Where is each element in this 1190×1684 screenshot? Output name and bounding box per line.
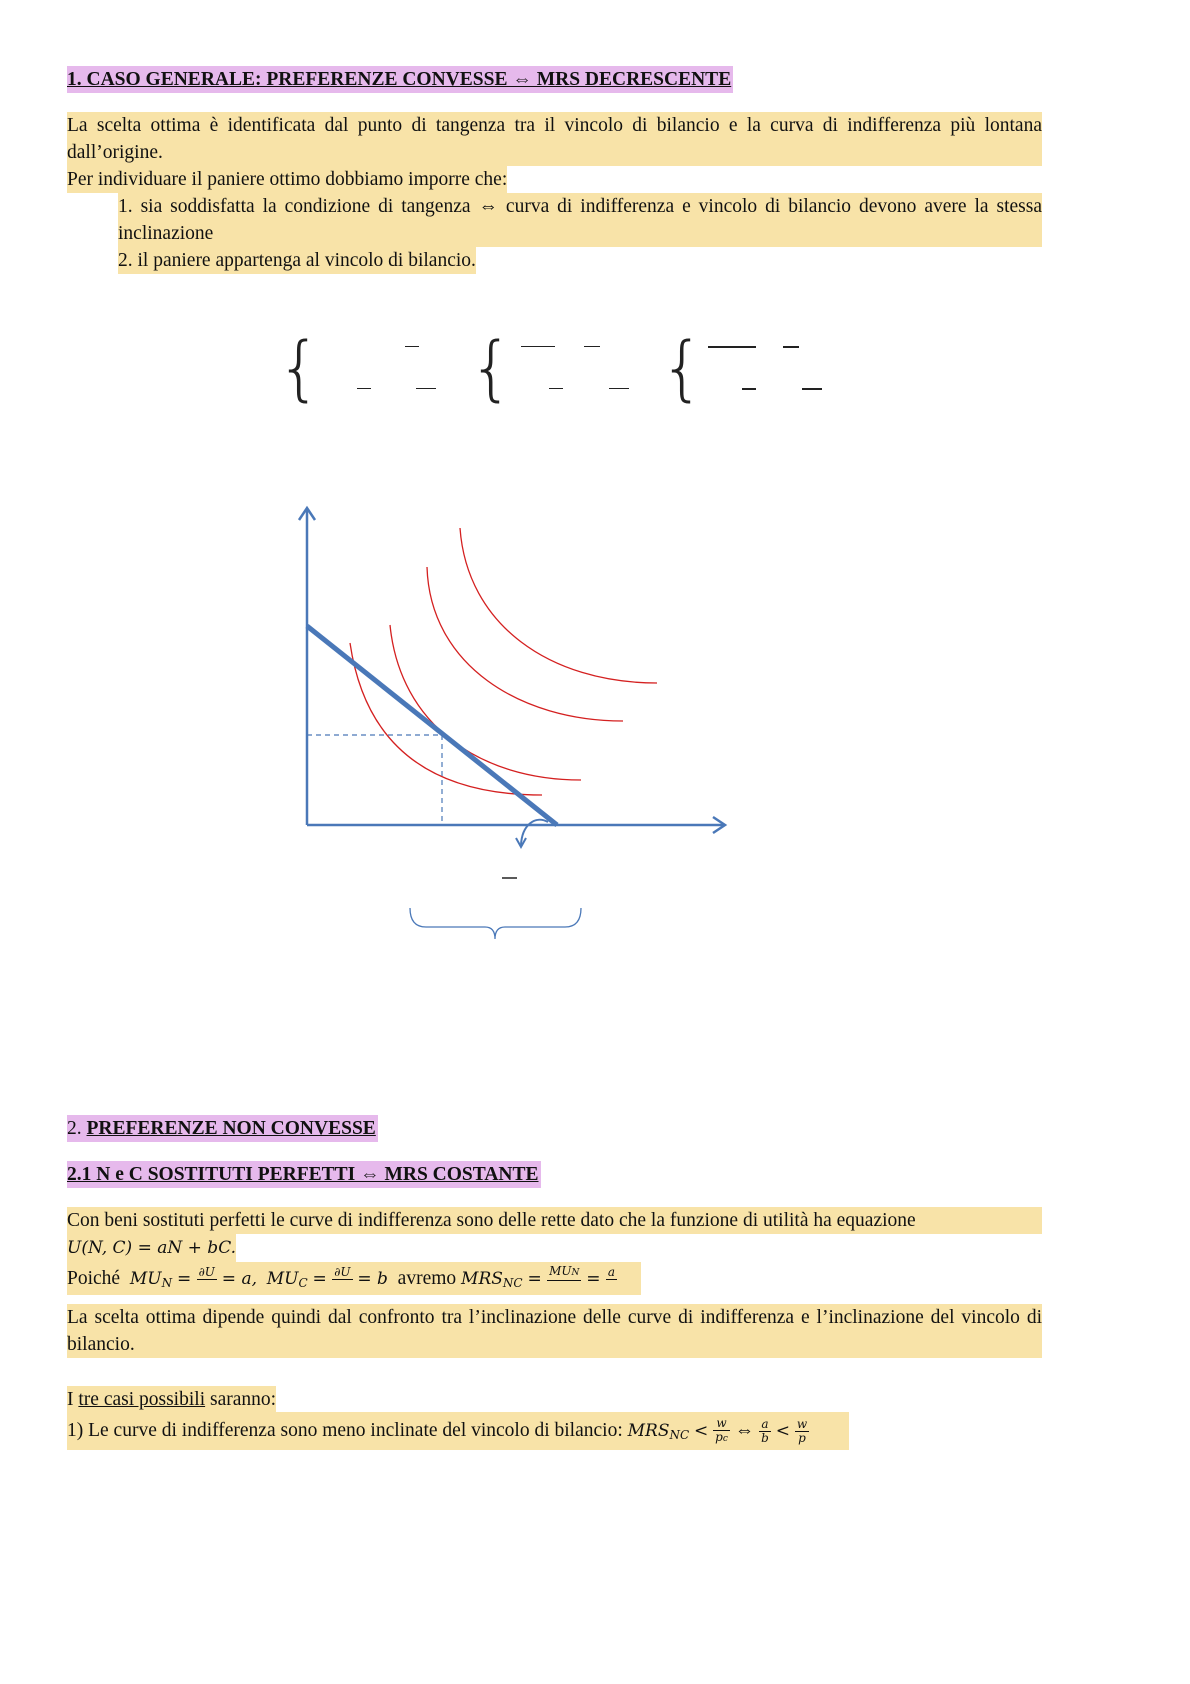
section2-heading-number: 2. [67, 1118, 87, 1139]
mu-c-symbol: $MU_C$ [266, 1269, 308, 1290]
indifference-curve-2 [390, 625, 581, 780]
section2-1-heading: 2.1 N e C SOSTITUTI PERFETTI ⇔ MRS COSTANTE [67, 1161, 541, 1188]
cases-underlined: tre casi possibili [78, 1389, 206, 1410]
section2-heading-text: PREFERENZE NON CONVESSE [86, 1118, 376, 1139]
fraction-bar [549, 388, 563, 389]
utility-equation-text: U(N, C) = aN + bC. [67, 1238, 236, 1258]
fraction-bar [521, 346, 555, 347]
mu-n-value: = a, [221, 1269, 257, 1289]
optimal-choice-graph [280, 495, 750, 955]
fraction-bar [783, 346, 799, 348]
case-1-mrs: $MRS_{NC}$ [627, 1421, 690, 1442]
section1-paragraph-1: La scelta ottima è identificata dal punto di tangenza tra il vincolo di bilancio e la curva di indifferenza più lontana dall’origine. [67, 112, 1042, 166]
fraction-bar [742, 388, 756, 390]
w-over-p-fraction: $\frac{w}{p}$ [796, 1417, 808, 1446]
fraction-bar [357, 388, 371, 389]
case-1: 1) Le curve di indifferenza sono meno inclinate del vincolo di bilancio: $MRS_{NC}$ < $\frac{w}{pc}$ ⇔ $\frac{a}{b}$ < $\frac{w}{p}$ [67, 1412, 849, 1450]
equation-brace-3: { [660, 327, 705, 409]
marginal-utility-line: Poiché $MU_N$ = ∂U = a, $MU_C$ = ∂U = b avremo $MRS_{NC}$ = MUN = a [67, 1262, 641, 1295]
indifference-curve-3 [427, 567, 623, 721]
fraction-bar [609, 388, 629, 389]
du-fraction-c: ∂U [334, 1265, 351, 1280]
a-fraction: a [607, 1265, 616, 1280]
mrs-symbol: $MRS_{NC}$ [461, 1269, 523, 1290]
w-over-pc-fraction: $\frac{w}{pc}$ [715, 1416, 728, 1445]
indifference-curve-1 [350, 643, 542, 795]
section1-paragraph-2: Per individuare il paniere ottimo dobbiamo imporre che: [67, 166, 507, 193]
fraction-bar [416, 388, 436, 389]
utility-equation [67, 1234, 236, 1262]
cases-intro: I tre casi possibili saranno: [67, 1386, 276, 1413]
section2-paragraph-3: La scelta ottima dipende quindi dal confronto tra l’inclinazione delle curve di indifferenza e l’inclinazione del vincolo di bilancio. [67, 1304, 1042, 1358]
equation-brace-1: { [277, 327, 322, 409]
equation-brace-2: { [469, 327, 514, 409]
poiche-text: Poiché [67, 1268, 121, 1289]
section1-item-2: 2. il paniere appartenga al vincolo di bilancio. [118, 247, 476, 274]
fraction-bar [708, 346, 756, 348]
section2-paragraph-1: Con beni sostituti perfetti le curve di indifferenza sono delle rette dato che la funzione di utilità ha equazione [67, 1207, 1042, 1234]
a-over-b-fraction: $\frac{a}{b}$ [761, 1417, 769, 1446]
fraction-bar [584, 346, 600, 347]
fraction-bar [802, 388, 822, 390]
mu-n-symbol: $MU_N$ [129, 1269, 173, 1290]
indifference-curve-4 [460, 528, 657, 683]
du-fraction-n: ∂U [198, 1265, 215, 1280]
mu-c-value: = b [357, 1269, 388, 1289]
section2-heading [67, 1115, 378, 1142]
fraction-bar [405, 346, 419, 347]
budget-line [307, 626, 557, 825]
mu-ratio-fraction: MUN [547, 1265, 581, 1294]
section1-heading: 1. CASO GENERALE: PREFERENZE CONVESSE ⇔ MRS DECRESCENTE [67, 66, 733, 93]
avremo-text: avremo [397, 1268, 457, 1289]
section1-item-1: 1. sia soddisfatta la condizione di tangenza ⇔ curva di indifferenza e vincolo di bilancio devono avere la stessa inclinazione [118, 193, 1042, 247]
iff-symbol: ⇔ [734, 1420, 755, 1441]
bottom-brace [410, 908, 581, 939]
case-1-text: 1) Le curve di indifferenza sono meno inclinate del vincolo di bilancio: [67, 1420, 623, 1441]
